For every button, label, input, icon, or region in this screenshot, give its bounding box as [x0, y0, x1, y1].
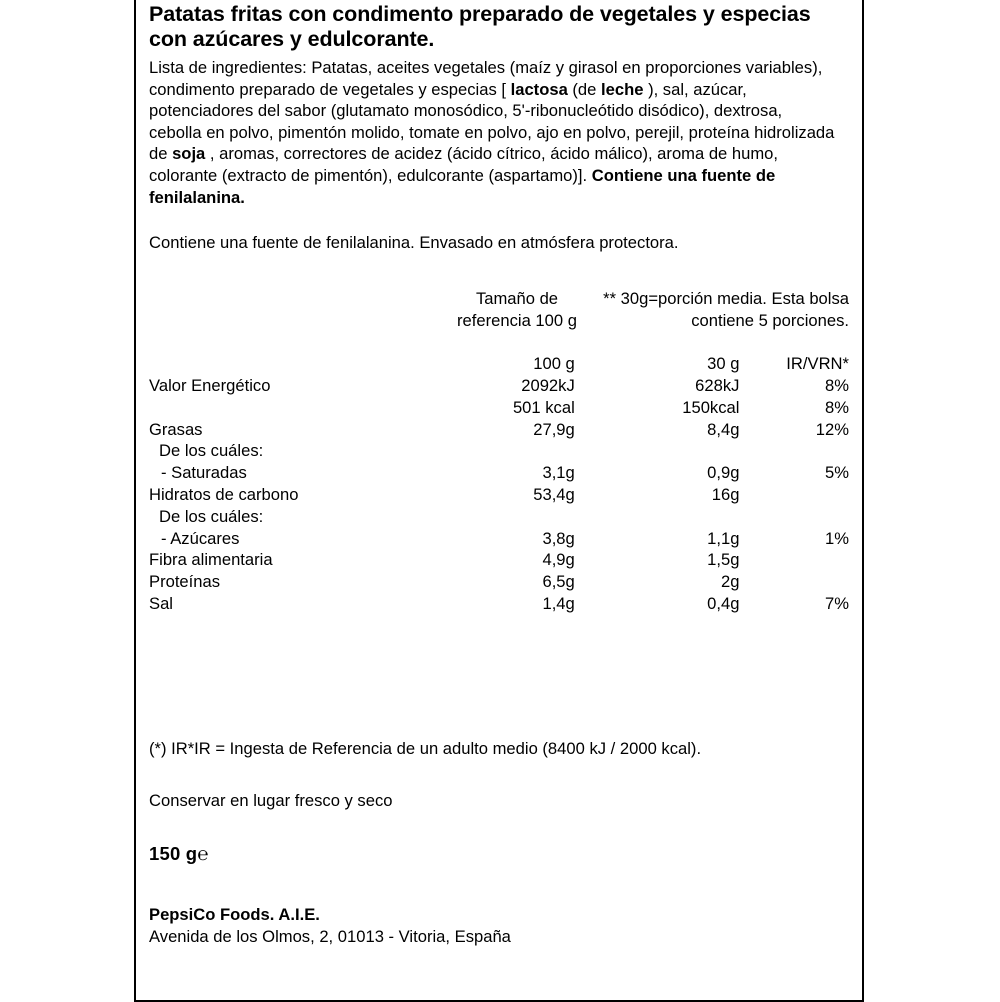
column-header-30g: 30 g: [707, 354, 740, 374]
nutrient-value-100g: [437, 506, 597, 528]
nutrient-value-100g: 27,9g: [533, 419, 575, 439]
nutrient-value-30g: 16g: [711, 484, 740, 504]
nutrient-value-100g: 3,8g: [542, 528, 575, 548]
ingredients-mid-3: , aromas, correctores de acidez (ácido cítrico, ácido málico), aroma de humo, colorante (extracto de pimentón), edulcorante (aspartamo)].: [149, 144, 779, 185]
manufacturer-address: Avenida de los Olmos, 2, 01013 - Vitoria, España: [149, 927, 511, 947]
gap-cell-4: [761, 331, 849, 353]
nutrient-value-100g: 3,1g: [542, 463, 575, 483]
serving-size-note-row: [149, 288, 849, 332]
nutrient-value-100g: 501 kcal: [512, 397, 575, 417]
nutrient-value-30g: 8,4g: [707, 419, 740, 439]
table-row: [149, 571, 849, 593]
nutrient-label: - Azúcares: [161, 528, 240, 548]
nutrient-label: Sal: [149, 593, 173, 613]
table-row: [149, 375, 849, 397]
nutrient-label: Valor Energético: [149, 375, 271, 395]
table-row: [149, 506, 849, 528]
column-header-label: [149, 353, 437, 375]
column-header-reference-intake: IR/VRN*: [786, 354, 849, 374]
nutrient-reference-intake: [761, 506, 849, 528]
nutrient-reference-intake: [761, 571, 849, 593]
nutrient-value-30g: 2g: [720, 572, 740, 592]
table-row: [149, 397, 849, 419]
table-row: [149, 549, 849, 571]
nutrient-value-100g: 1,4g: [542, 593, 575, 613]
manufacturer-block: [149, 904, 849, 948]
nutrition-label-panel: [134, 0, 864, 1002]
nutrient-value-30g: 628kJ: [695, 375, 740, 395]
nutrient-value-100g: 6,5g: [542, 572, 575, 592]
nutrient-value-100g: [437, 440, 597, 462]
gap-cell-3: [597, 331, 762, 353]
table-row: [149, 462, 849, 484]
nutrient-value-100g: 4,9g: [542, 550, 575, 570]
nutrient-value-30g: 1,1g: [707, 528, 740, 548]
nutrient-reference-intake: 8%: [825, 375, 849, 395]
portion-note-30g: ** 30g=porción media. Esta bolsa contiene 5 porciones.: [603, 288, 849, 330]
allergen-soy: soja: [172, 144, 206, 164]
nutrient-reference-intake: [761, 484, 849, 506]
phenylalanine-warning: Contiene una fuente de fenilalanina.: [149, 165, 776, 207]
net-weight-value: 150 g℮: [149, 842, 209, 864]
nutrient-reference-intake: [761, 440, 849, 462]
table-row: [149, 528, 849, 550]
nutrient-label: De los cuáles:: [159, 506, 264, 526]
nutrient-value-100g: 2092kJ: [521, 375, 575, 395]
nutrient-label: Grasas: [149, 419, 203, 439]
allergen-milk: leche: [601, 79, 644, 99]
nutrient-value-30g: 0,4g: [707, 593, 740, 613]
nutrition-facts-table: [149, 288, 849, 615]
allergen-lactose: lactosa: [510, 79, 568, 99]
nutrient-value-30g: [597, 440, 762, 462]
nutrient-label: Fibra alimentaria: [149, 550, 273, 570]
table-header-row: [149, 353, 849, 375]
ingredients-mid-2: ), sal, azúcar, potenciadores del sabor (glutamato monosódico, 5'-ribonucleótido disódico), dextrosa, cebolla en polvo, pimentón molido, tomate en polvo, ajo en polvo, perejil, proteína hidrolizada de: [149, 79, 835, 164]
column-header-100g: 100 g: [533, 354, 575, 374]
protective-atmosphere-note: Contiene una fuente de fenilalanina. Envasado en atmósfera protectora.: [149, 233, 679, 253]
nutrient-reference-intake: 8%: [825, 397, 849, 417]
nutrient-reference-intake: 12%: [815, 419, 849, 439]
table-row: [149, 593, 849, 615]
nutrient-label: - Saturadas: [161, 463, 247, 483]
table-row: [149, 440, 849, 462]
nutrient-reference-intake: 7%: [825, 593, 849, 613]
gap-cell-2: [437, 331, 597, 353]
nutrient-value-30g: 150kcal: [682, 397, 740, 417]
reference-size-100g-note: Tamaño de referencia 100 g: [457, 288, 577, 330]
table-row: [149, 484, 849, 506]
table-gap-row: [149, 331, 849, 353]
ingredients-mid-1: (de: [567, 79, 602, 99]
serving-note-spacer: [149, 288, 437, 332]
nutrient-value-100g: 53,4g: [533, 484, 575, 504]
nutrient-reference-intake: 1%: [825, 528, 849, 548]
nutrient-label: Hidratos de carbono: [149, 484, 299, 504]
nutrient-label: [149, 397, 437, 419]
manufacturer-name: PepsiCo Foods. A.I.E.: [149, 905, 320, 925]
nutrient-value-30g: [597, 506, 762, 528]
nutrient-label: De los cuáles:: [159, 441, 264, 461]
reference-intake-footnote: (*) IR*IR = Ingesta de Referencia de un adulto medio (8400 kJ / 2000 kcal).: [149, 738, 702, 758]
nutrient-reference-intake: [761, 549, 849, 571]
page-title: Patatas fritas con condimento preparado de vegetales y especias con azúcares y edulcorante.: [149, 2, 811, 51]
ingredients-list: [149, 57, 849, 208]
table-row: [149, 419, 849, 441]
nutrient-value-30g: 1,5g: [707, 550, 740, 570]
ingredients-intro-text: Lista de ingredientes: Patatas, aceites vegetales (maíz y girasol en proporciones variables), condimento preparado de vegetales y especias [: [149, 58, 823, 99]
gap-cell-1: [149, 331, 437, 353]
storage-instructions: Conservar en lugar fresco y seco: [149, 791, 393, 811]
nutrient-value-30g: 0,9g: [707, 463, 740, 483]
nutrient-reference-intake: 5%: [825, 463, 849, 483]
nutrient-label: Proteínas: [149, 572, 221, 592]
